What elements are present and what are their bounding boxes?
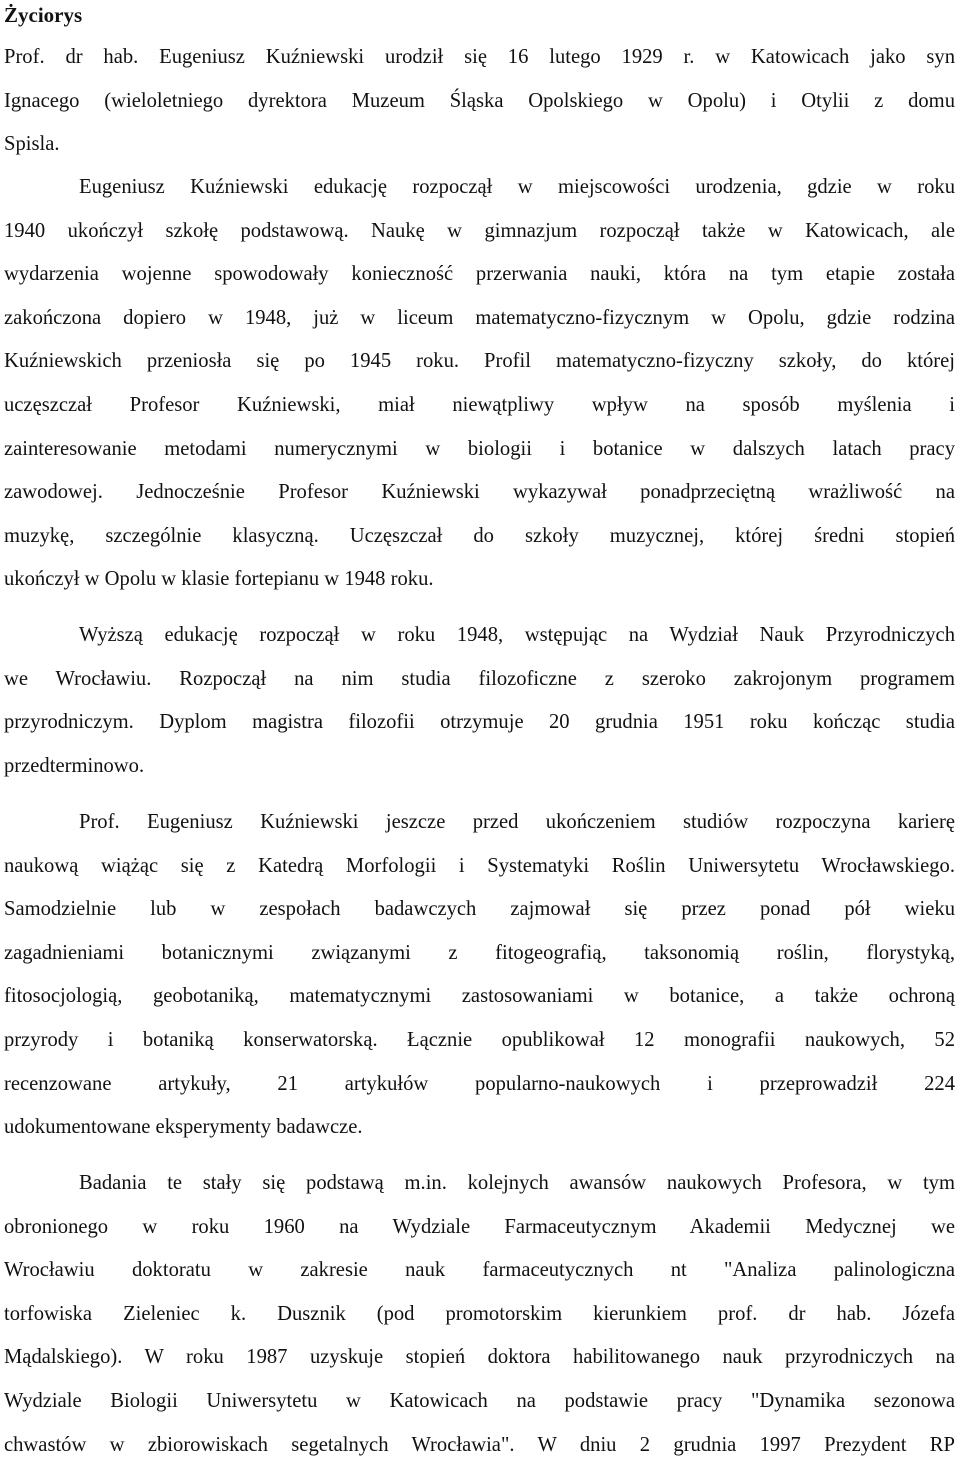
- paragraph-education: [4, 166, 955, 602]
- text-line: muzykę, szczególnie klasyczną. Uczęszczał do szkoły muzycznej, której średni stopień: [4, 524, 955, 547]
- text-line: ukończył w Opolu w klasie fortepianu w 1948 roku.: [4, 568, 434, 591]
- text-line: Ignacego (wieloletniego dyrektora Muzeum Śląska Opolskiego w Opolu) i Otylii z domu: [4, 89, 955, 112]
- text-line: Kuźniewskich przeniosła się po 1945 roku. Profil matematyczno-fizyczny szkoły, do której: [4, 350, 955, 373]
- text-line: zawodowej. Jednocześnie Profesor Kuźniewski wykazywał ponadprzeciętną wrażliwość na: [4, 481, 955, 504]
- page-title: Życiorys: [4, 3, 83, 27]
- text-line: Samodzielnie lub w zespołach badawczych zajmował się przez ponad pół wieku: [4, 898, 955, 921]
- text-line: zagadnieniami botanicznymi związanymi z fitogeografią, taksonomią roślin, florystyką,: [4, 941, 955, 964]
- text-line: przyrody i botaniką konserwatorską. Łącznie opublikował 12 monografii naukowych, 52: [4, 1028, 955, 1051]
- text-line: recenzowane artykuły, 21 artykułów popularno-naukowych i przeprowadził 224: [4, 1072, 955, 1095]
- text-line: uczęszczał Profesor Kuźniewski, miał niewątpliwy wpływ na sposób myślenia i: [4, 393, 955, 416]
- text-line: Mądalskiego). W roku 1987 uzyskuje stopień doktora habilitowanego nauk przyrodniczych na: [4, 1346, 955, 1369]
- text-line: we Wrocławiu. Rozpoczął na nim studia filozoficzne z szeroko zakrojonym programem: [4, 667, 955, 690]
- text-line: Spisla.: [4, 133, 60, 156]
- text-line: 1940 ukończył szkołę podstawową. Naukę w gimnazjum rozpoczął także w Katowicach, ale: [4, 219, 955, 242]
- text-line: Wrocławiu doktoratu w zakresie nauk farmaceutycznych nt "Analiza palinologiczna: [4, 1259, 955, 1282]
- text-line: torfowiska Zieleniec k. Dusznik (pod promotorskim kierunkiem prof. dr hab. Józefa: [4, 1302, 955, 1325]
- text-line: obronionego w roku 1960 na Wydziale Farmaceutycznym Akademii Medycznej we: [4, 1215, 955, 1238]
- text-line: Prof. dr hab. Eugeniusz Kuźniewski urodził się 16 lutego 1929 r. w Katowicach jako syn: [4, 46, 955, 68]
- text-line: Wyższą edukację rozpoczął w roku 1948, wstępując na Wydział Nauk Przyrodniczych: [79, 624, 955, 646]
- text-line: przyrodniczym. Dyplom magistra filozofii otrzymuje 20 grudnia 1951 roku kończąc studia: [4, 711, 955, 734]
- text-line: Wydziale Biologii Uniwersytetu w Katowicach na podstawie pracy "Dynamika sezonowa: [4, 1389, 955, 1412]
- text-line: zainteresowanie metodami numerycznymi w biologii i botanice w dalszych latach pracy: [4, 437, 955, 460]
- paragraph-career: [4, 801, 955, 1150]
- text-line: naukową wiążąc się z Katedrą Morfologii i Systematyki Roślin Uniwersytetu Wrocławskiego.: [4, 854, 955, 877]
- paragraph-research: [4, 1162, 955, 1467]
- text-line: chwastów w zbiorowiskach segetalnych Wrocławia". W dniu 2 grudnia 1997 Prezydent RP: [4, 1433, 955, 1456]
- text-line: wydarzenia wojenne spowodowały konieczność przerwania nauki, która na tym etapie została: [4, 263, 955, 286]
- text-line: Badania te stały się podstawą m.in. kolejnych awansów naukowych Profesora, w tym: [79, 1172, 955, 1194]
- text-line: zakończona dopiero w 1948, już w liceum matematyczno-fizycznym w Opolu, gdzie rodzina: [4, 306, 955, 329]
- text-line: Eugeniusz Kuźniewski edukację rozpoczął w miejscowości urodzenia, gdzie w roku: [79, 176, 955, 198]
- text-line: Prof. Eugeniusz Kuźniewski jeszcze przed ukończeniem studiów rozpoczyna karierę: [79, 811, 955, 833]
- text-line: przedterminowo.: [4, 754, 145, 777]
- paragraph-higher-education: [4, 614, 955, 788]
- text-line: fitosocjologią, geobotaniką, matematycznymi zastosowaniami w botanice, a także ochroną: [4, 985, 955, 1008]
- text-line: udokumentowane eksperymenty badawcze.: [4, 1116, 363, 1139]
- paragraph-birth: [4, 36, 955, 167]
